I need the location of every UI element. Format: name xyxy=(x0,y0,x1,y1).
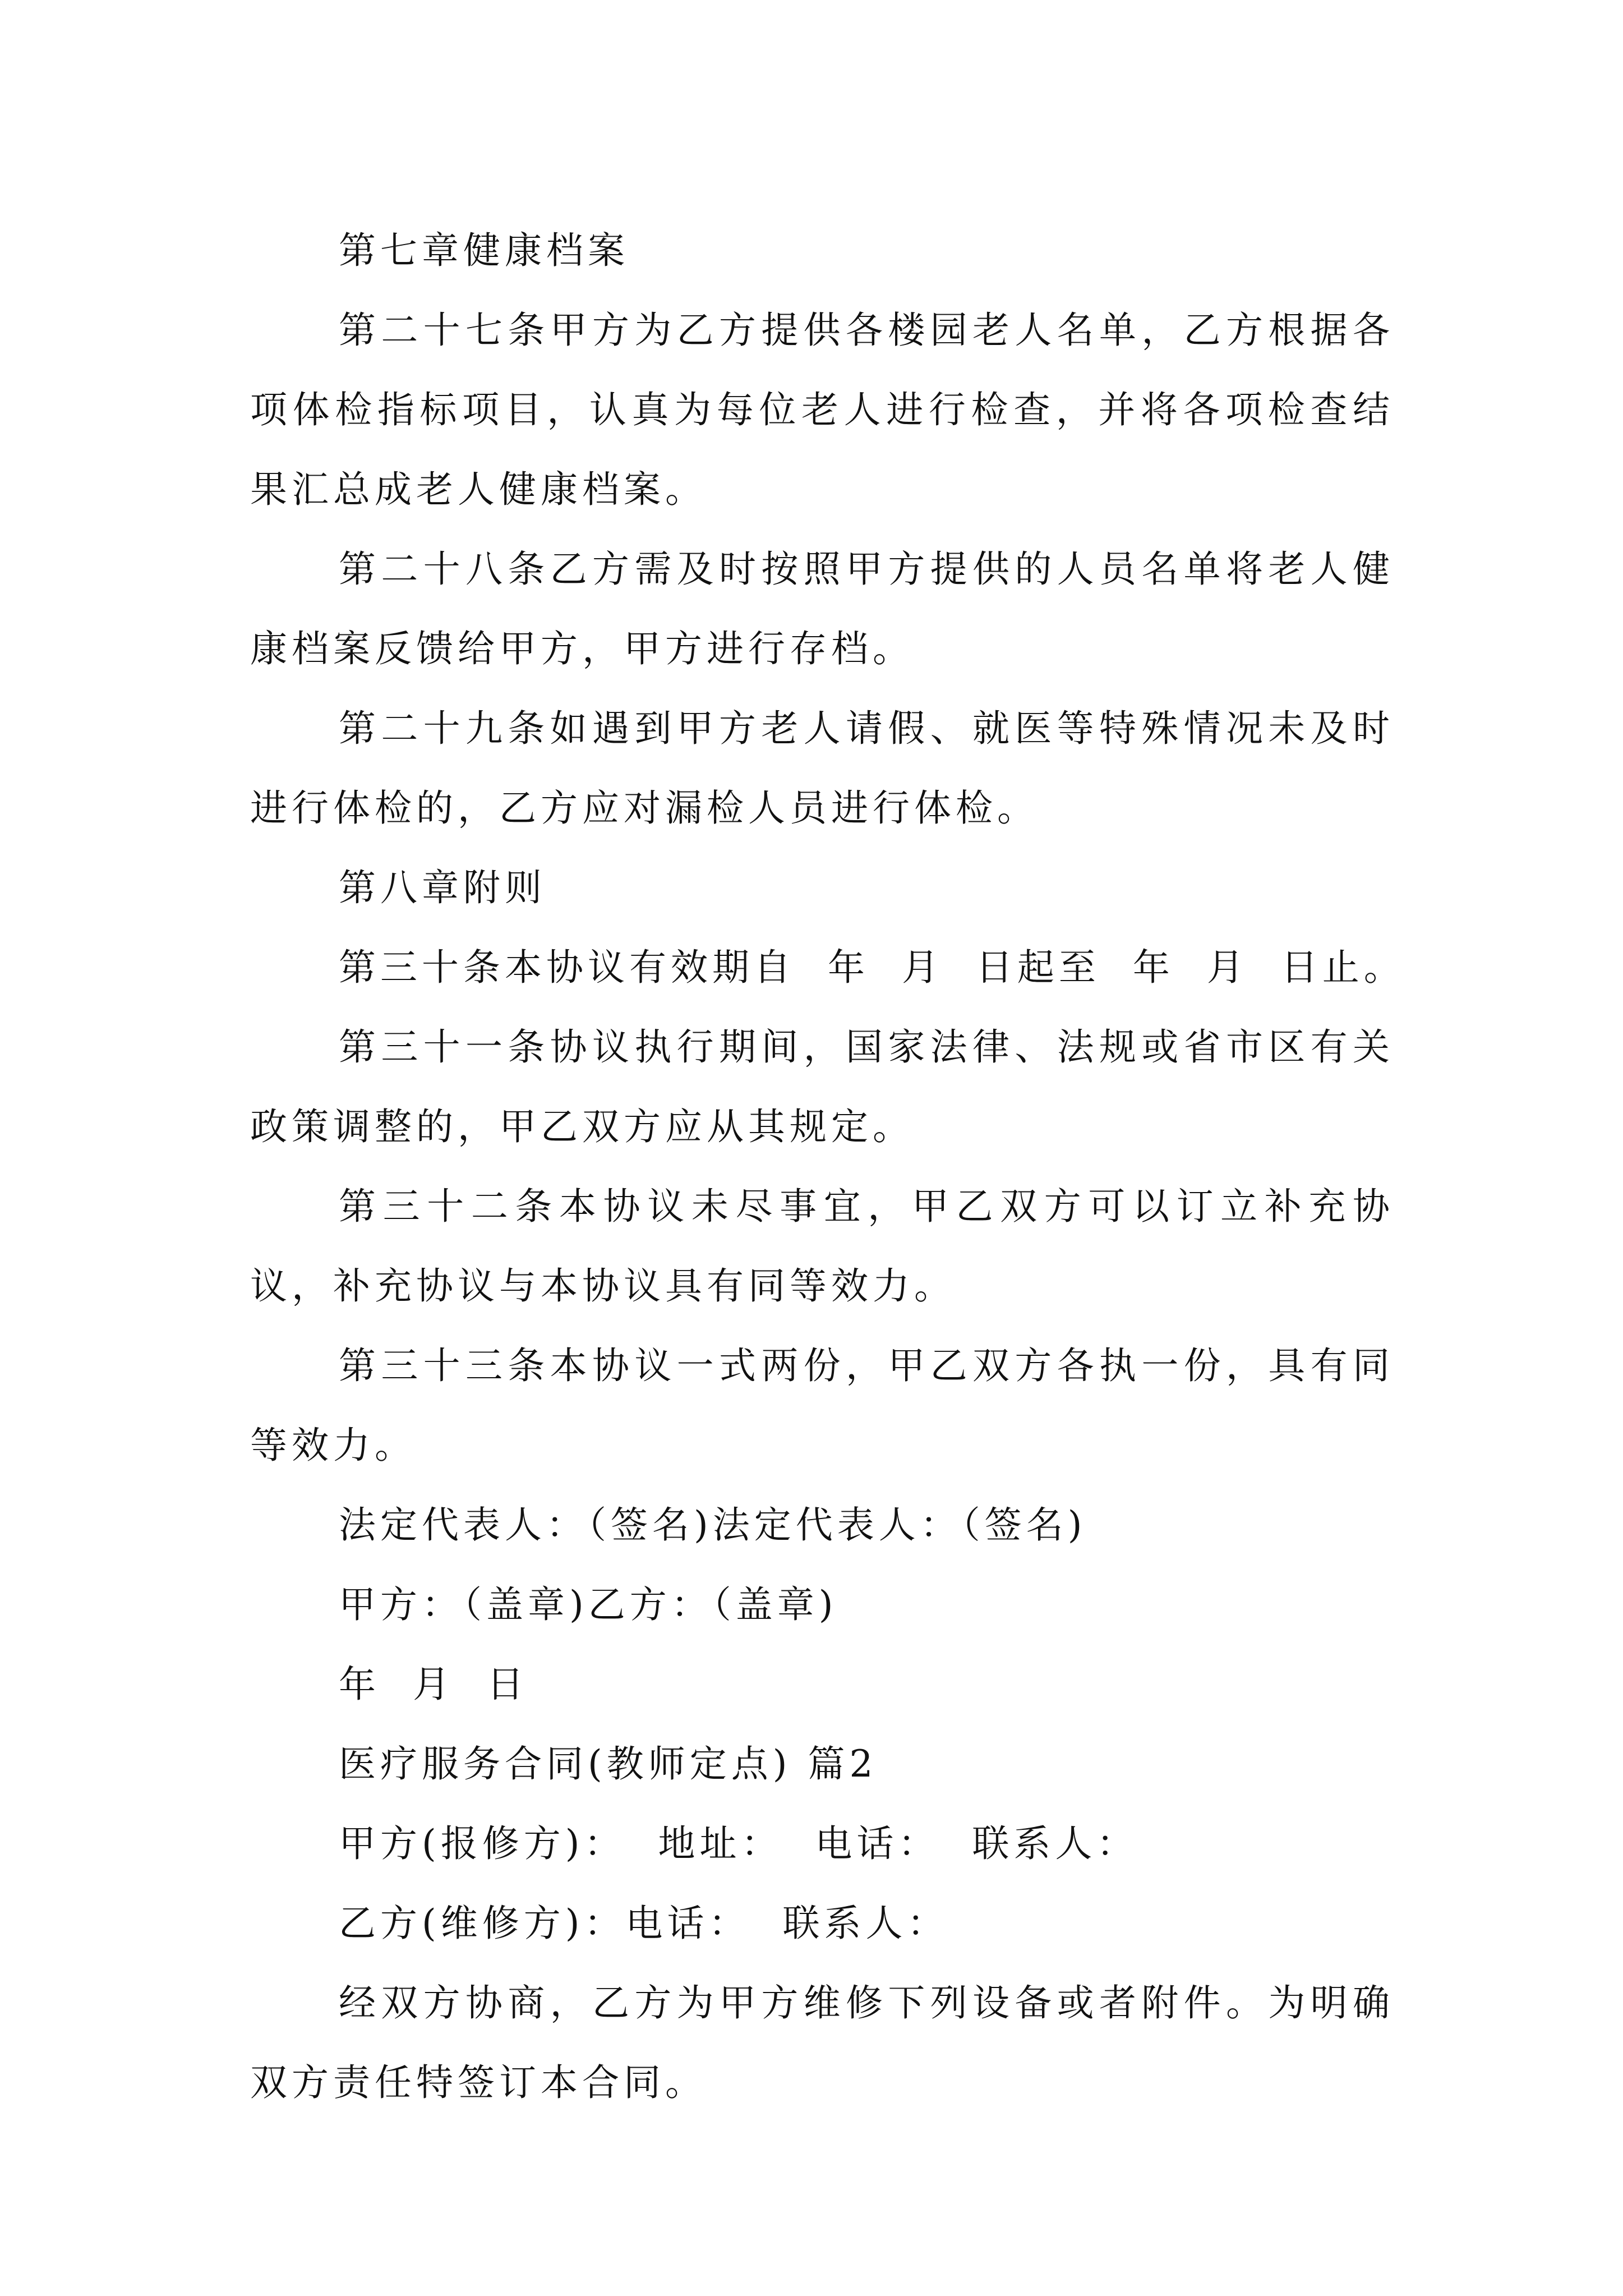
article-29: 第二十九条如遇到甲方老人请假、就医等特殊情况未及时进行体检的，乙方应对漏检人员进行体检。 xyxy=(250,707,1394,830)
article-30: 第三十条本协议有效期自 年 月 日起至 年 月 日止。 xyxy=(339,946,1405,989)
chapter-heading-7: 第七章健康档案 xyxy=(339,229,629,272)
article-33: 第三十三条本协议一式两份，甲乙双方各执一份，具有同等效力。 xyxy=(250,1344,1394,1467)
article-28: 第二十八条乙方需及时按照甲方提供的人员名单将老人健康档案反馈给甲方，甲方进行存档。 xyxy=(250,547,1394,670)
contract-preamble: 经双方协商，乙方为甲方维修下列设备或者附件。为明确双方责任特签订本合同。 xyxy=(250,1981,1394,2104)
article-31: 第三十一条协议执行期间，国家法律、法规或省市区有关政策调整的，甲乙双方应从其规定。 xyxy=(250,1025,1394,1148)
contract-title: 医疗服务合同(教师定点) 篇2 xyxy=(339,1742,878,1786)
chapter-heading-8: 第八章附则 xyxy=(339,866,546,909)
document-body xyxy=(250,211,1405,2123)
article-32: 第三十二条本协议未尽事宜，甲乙双方可以订立补充协议，补充协议与本协议具有同等效力。 xyxy=(250,1185,1394,1308)
party-b-info: 乙方(维修方)：电话： 联系人： xyxy=(339,1902,949,1945)
article-27: 第二十七条甲方为乙方提供各楼园老人名单，乙方根据各项体检指标项目，认真为每位老人进行检查，并将各项检查结果汇总成老人健康档案。 xyxy=(250,309,1394,511)
seal-line: 甲方：（盖章)乙方：（盖章) xyxy=(339,1583,838,1626)
signature-line: 法定代表人：（签名)法定代表人：（签名) xyxy=(339,1503,1087,1547)
party-a-info: 甲方(报修方)： 地址： 电话： 联系人： xyxy=(339,1822,1138,1865)
date-line: 年 月 日 xyxy=(339,1663,528,1706)
